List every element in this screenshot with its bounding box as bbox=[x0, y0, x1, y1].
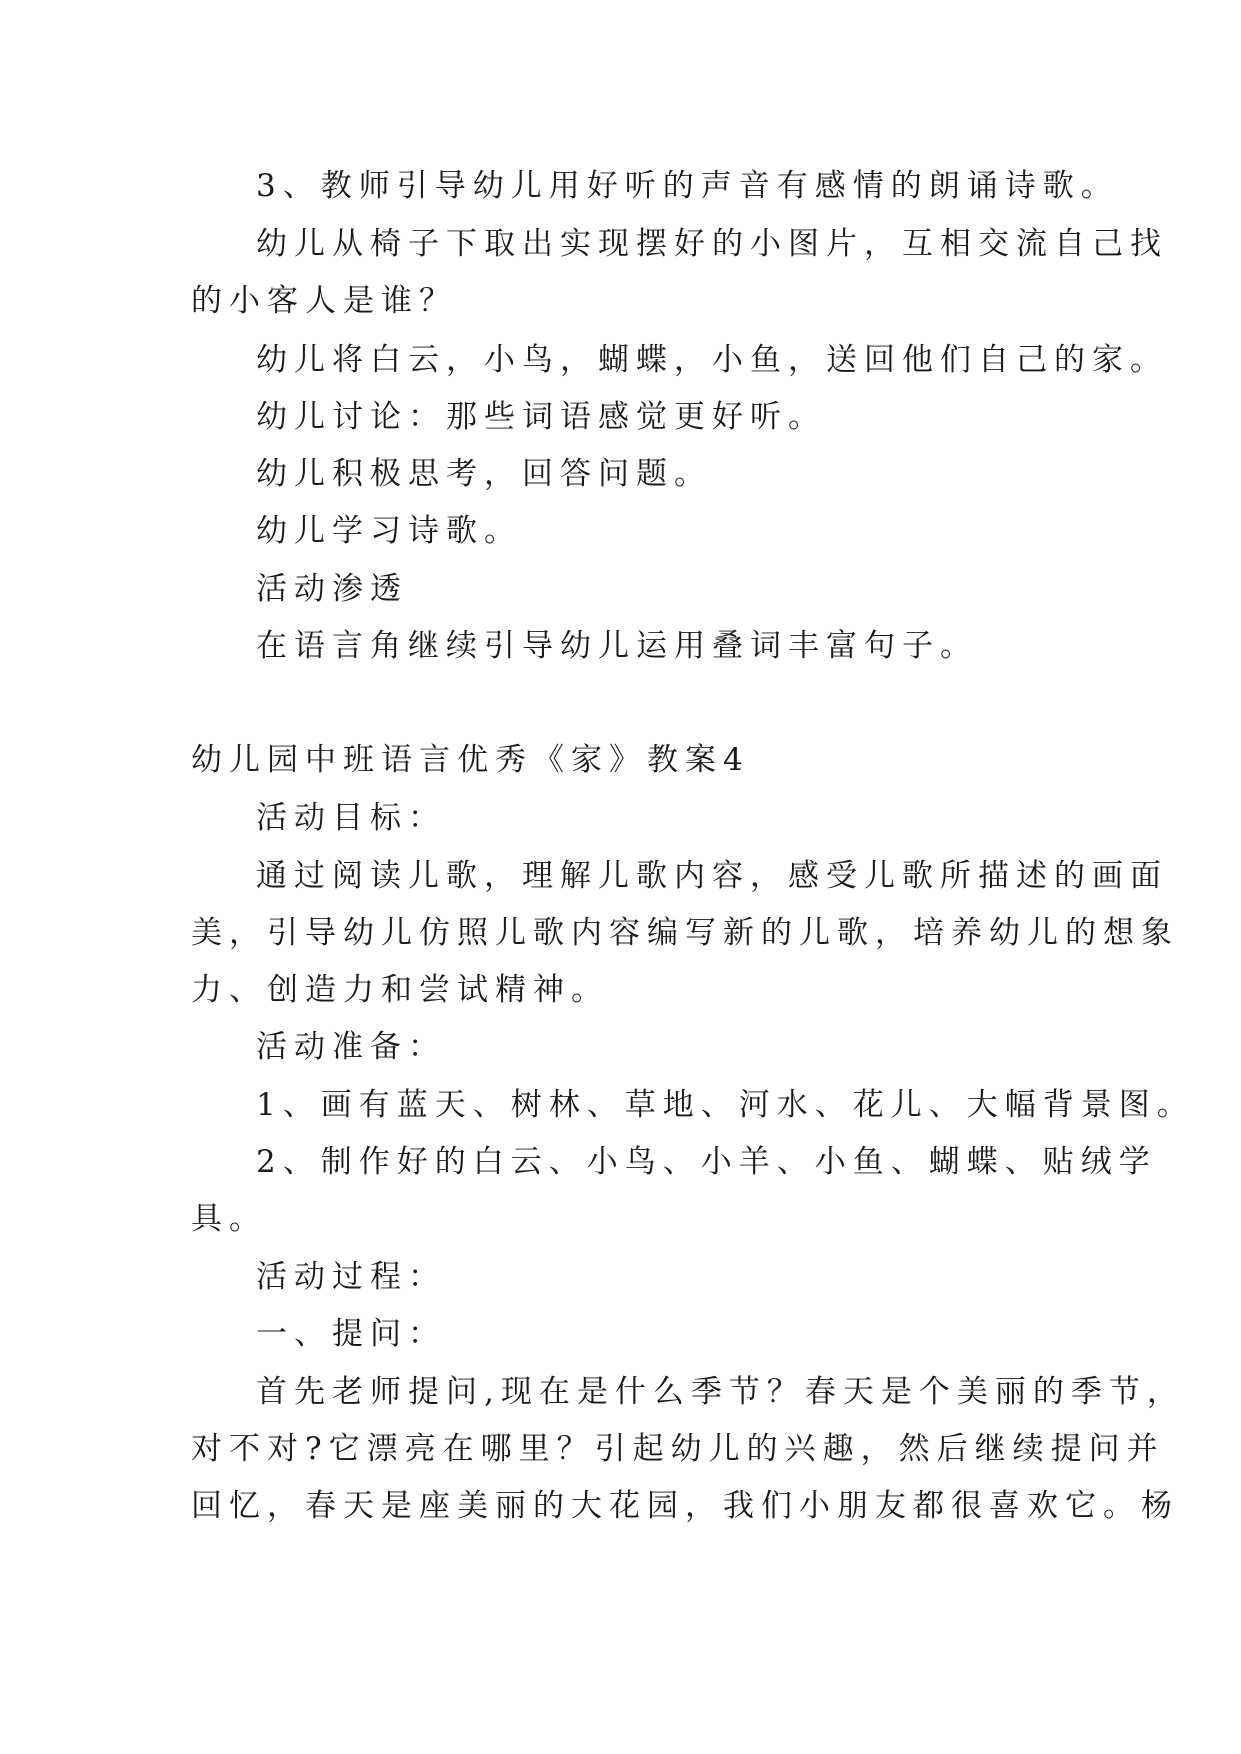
paragraph-line: 美，引导幼儿仿照儿歌内容编写新的儿歌，培养幼儿的想象 bbox=[191, 915, 1179, 951]
section-label: 活动过程： bbox=[256, 1259, 446, 1295]
paragraph-line: 1、画有蓝天、树林、草地、河水、花儿、大幅背景图。 bbox=[256, 1087, 1195, 1123]
paragraph-line: 通过阅读儿歌，理解儿歌内容，感受儿歌所描述的画面 bbox=[256, 858, 1168, 894]
paragraph-line: 幼儿将白云，小鸟，蝴蝶，小鱼，送回他们自己的家。 bbox=[256, 342, 1168, 378]
section-label: 活动准备： bbox=[256, 1029, 446, 1065]
paragraph-line: 首先老师提问,现在是什么季节？春天是个美丽的季节， bbox=[256, 1374, 1185, 1410]
paragraph-line: 回忆，春天是座美丽的大花园，我们小朋友都很喜欢它。杨 bbox=[191, 1488, 1179, 1524]
paragraph-line: 幼儿学习诗歌。 bbox=[256, 513, 522, 549]
paragraph-line: 力、创造力和尝试精神。 bbox=[191, 972, 609, 1008]
paragraph-line: 幼儿讨论：那些词语感觉更好听。 bbox=[256, 399, 826, 435]
paragraph-line: 2、制作好的白云、小鸟、小羊、小鱼、蝴蝶、贴绒学 bbox=[256, 1144, 1157, 1180]
paragraph-line: 具。 bbox=[191, 1201, 267, 1237]
section-label: 活动目标： bbox=[256, 800, 446, 836]
paragraph-line: 在语言角继续引导幼儿运用叠词丰富句子。 bbox=[256, 628, 978, 664]
paragraph-line: 3、教师引导幼儿用好听的声音有感情的朗诵诗歌。 bbox=[256, 168, 1119, 204]
section-label: 一、提问： bbox=[256, 1316, 446, 1352]
document-heading: 幼儿园中班语言优秀《家》教案4 bbox=[191, 742, 750, 778]
paragraph-line: 对不对?它漂亮在哪里？引起幼儿的兴趣，然后继续提问并 bbox=[191, 1431, 1165, 1467]
paragraph-line: 的小客人是谁？ bbox=[191, 283, 457, 319]
paragraph-line: 幼儿积极思考，回答问题。 bbox=[256, 456, 712, 492]
section-label: 活动渗透 bbox=[256, 571, 408, 607]
paragraph-line: 幼儿从椅子下取出实现摆好的小图片，互相交流自己找 bbox=[256, 226, 1168, 262]
